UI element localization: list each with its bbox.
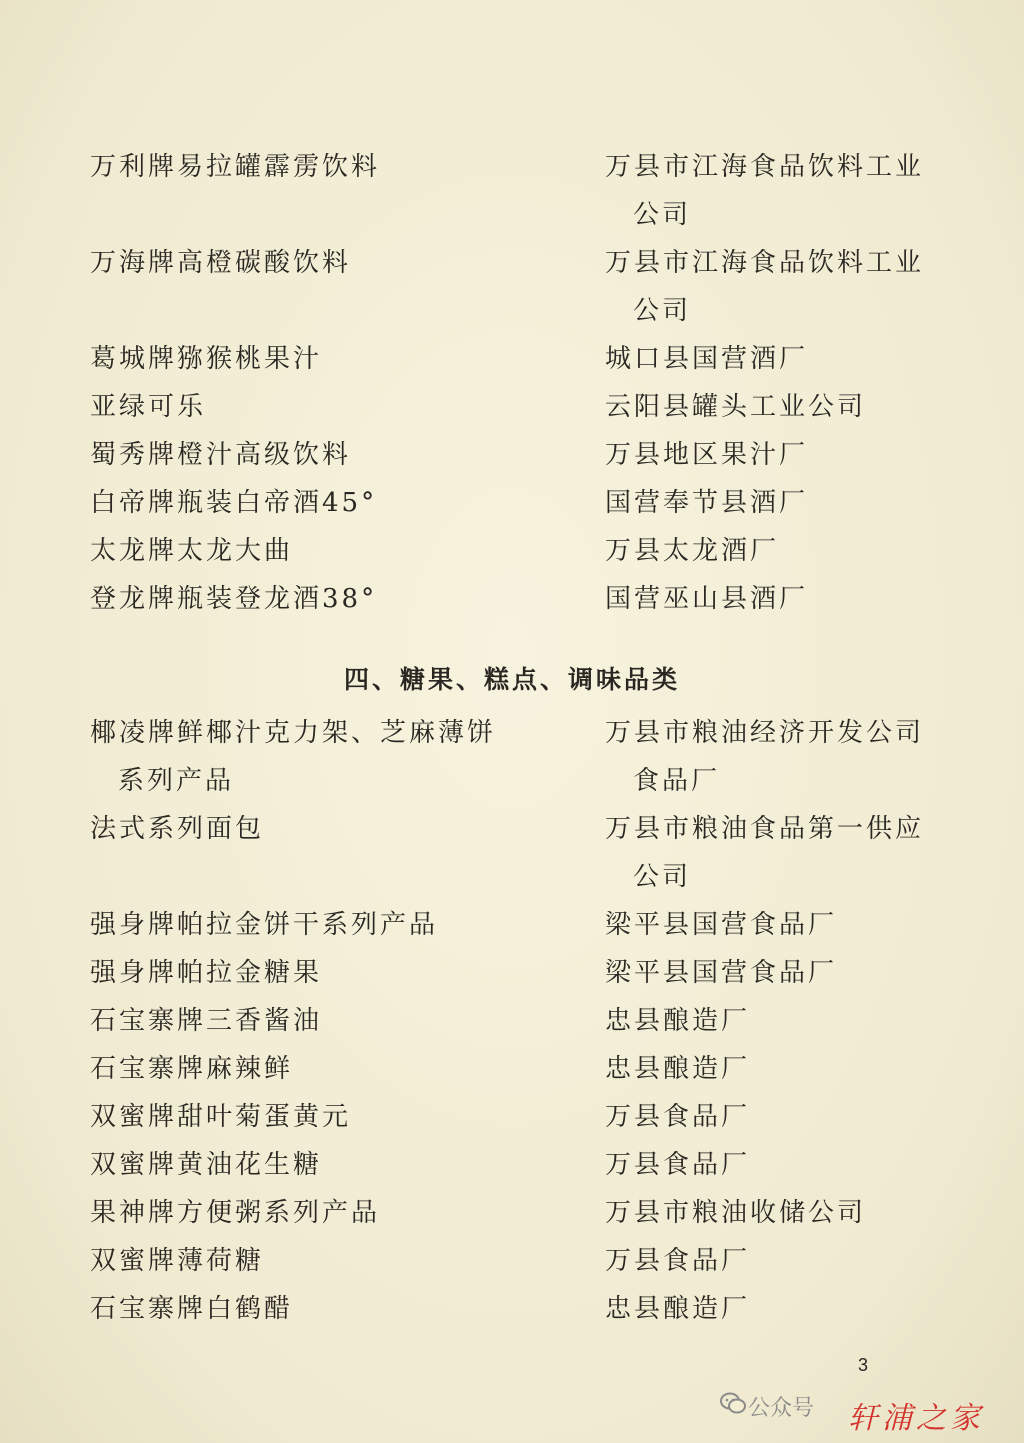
page-number: 3 (858, 1355, 869, 1375)
watermark-label: 公众号 (748, 1395, 815, 1420)
manufacturer-name: 云阳县罐头工业公司 (605, 392, 867, 422)
product-name: 强身牌帕拉金饼干系列产品 (90, 910, 439, 940)
manufacturer-name: 忠县酿造厂 (605, 1294, 751, 1324)
product-name: 蜀秀牌橙汁高级饮料 (90, 440, 352, 470)
manufacturer-name: 梁平县国营食品厂 (605, 958, 838, 988)
product-name: 亚绿可乐 (90, 392, 207, 422)
manufacturer-name: 国营奉节县酒厂 (605, 488, 809, 518)
product-name: 万海牌高橙碳酸饮料 (90, 248, 352, 278)
manufacturer-name: 梁平县国营食品厂 (605, 910, 838, 940)
manufacturer-name: 忠县酿造厂 (605, 1006, 751, 1036)
product-name: 万利牌易拉罐霹雳饮料 (90, 152, 381, 182)
product-name: 石宝寨牌三香酱油 (90, 1006, 323, 1036)
product-name: 双蜜牌甜叶菊蛋黄元 (90, 1102, 352, 1132)
manufacturer-name: 城口县国营酒厂 (605, 344, 809, 374)
manufacturer-name: 万县食品厂 (605, 1246, 751, 1276)
product-name: 椰凌牌鲜椰汁克力架、芝麻薄饼 (90, 718, 497, 748)
manufacturer-name: 国营巫山县酒厂 (605, 584, 809, 614)
watermark-seal: 轩浦之家 (848, 1401, 984, 1436)
manufacturer-name: 万县市粮油食品第一供应 (605, 814, 925, 844)
manufacturer-name: 万县市粮油经济开发公司 (605, 718, 925, 748)
product-name: 白帝牌瓶装白帝酒45° (90, 488, 378, 518)
manufacturer-name: 万县食品厂 (605, 1102, 751, 1132)
product-name: 双蜜牌黄油花生糖 (90, 1150, 323, 1180)
manufacturer-name: 公司 (633, 296, 692, 326)
product-name: 石宝寨牌麻辣鲜 (90, 1054, 294, 1084)
manufacturer-name: 万县市江海食品饮料工业 (605, 152, 925, 182)
product-name: 双蜜牌薄荷糖 (90, 1246, 265, 1276)
manufacturer-name: 万县太龙酒厂 (605, 536, 780, 566)
manufacturer-name: 公司 (633, 200, 692, 230)
manufacturer-name: 万县市粮油收储公司 (605, 1198, 867, 1228)
manufacturer-name: 忠县酿造厂 (605, 1054, 751, 1084)
product-name: 葛城牌猕猴桃果汁 (90, 344, 323, 374)
wechat-icon (720, 1392, 746, 1414)
product-name: 法式系列面包 (90, 814, 265, 844)
manufacturer-name: 万县地区果汁厂 (605, 440, 809, 470)
section-title: 四、糖果、糕点、调味品类 (343, 665, 680, 694)
product-name: 太龙牌太龙大曲 (90, 536, 294, 566)
product-name: 登龙牌瓶装登龙酒38° (90, 584, 378, 614)
manufacturer-name: 食品厂 (633, 766, 721, 796)
manufacturer-name: 万县食品厂 (605, 1150, 751, 1180)
product-name: 果神牌方便粥系列产品 (90, 1198, 381, 1228)
product-name: 石宝寨牌白鹤醋 (90, 1294, 294, 1324)
manufacturer-name: 万县市江海食品饮料工业 (605, 248, 925, 278)
manufacturer-name: 公司 (633, 862, 692, 892)
product-name: 系列产品 (118, 766, 235, 796)
product-name: 强身牌帕拉金糖果 (90, 958, 323, 988)
